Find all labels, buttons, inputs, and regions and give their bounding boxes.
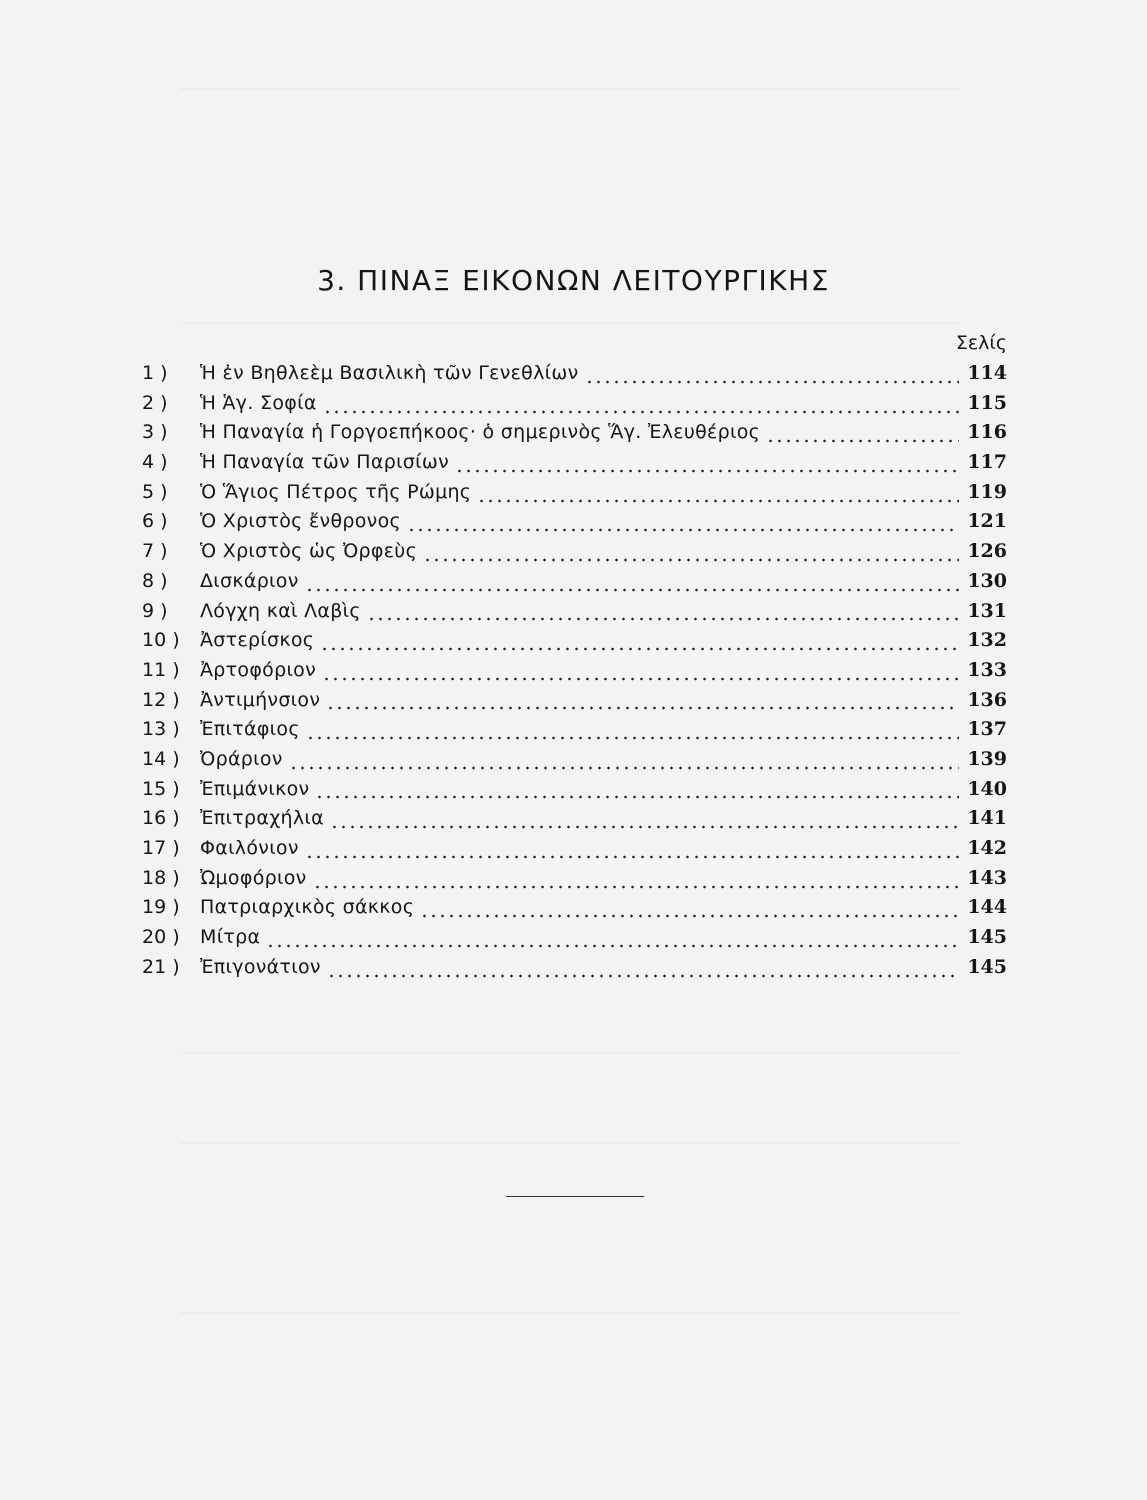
entry-label: Ἀστερίσκος <box>200 629 315 652</box>
entry-number: 8 ) <box>142 569 168 592</box>
dot-leader <box>320 647 959 651</box>
entry-page: 143 <box>967 866 1007 889</box>
entry-page: 131 <box>967 599 1007 622</box>
entry-number: 2 ) <box>142 391 168 414</box>
entry-page: 137 <box>967 718 1007 741</box>
dot-leader <box>315 795 959 799</box>
entry-label: Ἡ Ἁγ. Σοφία <box>200 391 317 414</box>
page-column-header: Σελίς <box>955 332 1007 354</box>
dot-leader <box>585 380 960 384</box>
entry-number: 14 ) <box>142 747 180 770</box>
dot-leader <box>313 885 959 889</box>
toc-row <box>142 659 1007 689</box>
toc-row <box>142 926 1007 956</box>
entry-label: Ἐπιτραχήλια <box>200 807 324 830</box>
entry-page: 116 <box>967 421 1007 444</box>
entry-page: 117 <box>967 451 1007 474</box>
entry-page: 140 <box>967 777 1007 800</box>
entry-number: 10 ) <box>142 629 180 652</box>
dot-leader <box>420 914 959 918</box>
entry-number: 18 ) <box>142 866 180 889</box>
entry-number: 7 ) <box>142 540 168 563</box>
toc-row <box>142 570 1007 600</box>
entry-label: Ὁ Χριστὸς ἔνθρονος <box>200 510 401 533</box>
entry-number: 3 ) <box>142 421 168 444</box>
entry-number: 20 ) <box>142 926 180 949</box>
entry-number: 13 ) <box>142 718 180 741</box>
show-through-line <box>180 322 960 324</box>
entry-number: 19 ) <box>142 896 180 919</box>
entry-page: 115 <box>967 391 1007 414</box>
entry-label: Ἀντιμήνσιον <box>200 688 321 711</box>
entry-page: 142 <box>967 837 1007 859</box>
toc-row <box>142 629 1007 659</box>
entry-page: 126 <box>967 540 1007 563</box>
dot-leader <box>330 825 959 829</box>
dot-leader <box>327 974 959 978</box>
dot-leader <box>289 766 959 770</box>
toc-row <box>142 956 1007 986</box>
toc-row <box>142 896 1007 926</box>
toc-row <box>142 748 1007 778</box>
toc-row <box>142 510 1007 540</box>
toc-row <box>142 481 1007 511</box>
dot-leader <box>766 439 959 443</box>
entry-page: 145 <box>967 955 1007 978</box>
toc-row <box>142 540 1007 570</box>
toc-row <box>142 778 1007 808</box>
entry-page: 141 <box>967 807 1007 830</box>
entry-number: 12 ) <box>142 688 180 711</box>
toc-row <box>142 718 1007 748</box>
dot-leader <box>305 588 959 592</box>
entry-label: Μίτρα <box>200 926 261 949</box>
entry-page: 114 <box>967 362 1007 384</box>
entry-page: 136 <box>967 688 1007 711</box>
entry-label: Ἀρτοφόριον <box>200 658 317 681</box>
dot-leader <box>306 736 959 740</box>
entry-number: 11 ) <box>142 658 180 681</box>
toc-row <box>142 689 1007 719</box>
entry-page: 133 <box>967 658 1007 681</box>
dot-leader <box>455 469 959 473</box>
dot-leader <box>367 617 959 621</box>
entry-number: 21 ) <box>142 955 180 978</box>
table-of-contents <box>142 362 1007 985</box>
toc-row <box>142 451 1007 481</box>
toc-row <box>142 362 1007 392</box>
entry-label: Ὁ Ἅγιος Πέτρος τῆς Ρώμης <box>200 480 472 503</box>
dot-leader <box>423 558 959 562</box>
page-title: 3. ΠΙΝΑΞ ΕΙΚΟΝΩΝ ΛΕΙΤΟΥΡΓΙΚΗΣ <box>317 264 830 297</box>
show-through-line <box>180 88 960 90</box>
entry-label: Ἐπιτάφιος <box>200 718 300 741</box>
entry-page: 132 <box>967 629 1007 652</box>
entry-label: Ἐπιμάνικον <box>200 777 310 800</box>
entry-label: Φαιλόνιον <box>200 837 299 859</box>
dot-leader <box>266 944 959 948</box>
entry-label: Ὁ Χριστὸς ὡς Ὀρφεὺς <box>200 540 418 563</box>
dot-leader <box>322 677 959 681</box>
entry-label: Λόγχη καὶ Λαβὶς <box>200 599 361 622</box>
entry-page: 144 <box>967 896 1007 919</box>
dot-leader <box>407 528 959 532</box>
entry-label: Ὠμοφόριον <box>200 866 307 889</box>
entry-number: 9 ) <box>142 599 168 622</box>
dot-leader <box>326 706 959 710</box>
entry-page: 119 <box>967 480 1007 503</box>
entry-number: 1 ) <box>142 362 168 384</box>
toc-row <box>142 807 1007 837</box>
closing-rule <box>506 1196 644 1197</box>
entry-label: Ἐπιγονάτιον <box>200 955 321 978</box>
entry-number: 6 ) <box>142 510 168 533</box>
entry-number: 15 ) <box>142 777 180 800</box>
dot-leader <box>305 855 959 859</box>
entry-page: 130 <box>967 569 1007 592</box>
entry-label: Ἡ Παναγία τῶν Παρισίων <box>200 451 449 474</box>
entry-label: Πατριαρχικὸς σάκκος <box>200 896 415 919</box>
entry-number: 16 ) <box>142 807 180 830</box>
dot-leader <box>477 499 959 503</box>
entry-label: Ἡ ἐν Βηθλεὲμ Βασιλικὴ τῶν Γενεθλίων <box>200 362 579 384</box>
entry-number: 4 ) <box>142 451 168 474</box>
toc-row <box>142 837 1007 867</box>
show-through-line <box>180 1142 960 1144</box>
entry-page: 145 <box>967 926 1007 949</box>
dot-leader <box>323 410 959 414</box>
entry-label: Ἡ Παναγία ἡ Γοργοεπήκοος· ὁ σημερινὸς Ἅγ. Ἐλευθέριος <box>200 421 761 444</box>
entry-page: 139 <box>967 747 1007 770</box>
toc-row <box>142 421 1007 451</box>
toc-row <box>142 392 1007 422</box>
toc-row <box>142 600 1007 630</box>
show-through-line <box>180 1052 960 1054</box>
entry-number: 17 ) <box>142 837 180 859</box>
show-through-line <box>180 1312 960 1314</box>
entry-number: 5 ) <box>142 480 168 503</box>
toc-row <box>142 867 1007 897</box>
entry-label: Δισκάριον <box>200 569 299 592</box>
entry-label: Ὀράριον <box>200 747 283 770</box>
entry-page: 121 <box>967 510 1007 533</box>
